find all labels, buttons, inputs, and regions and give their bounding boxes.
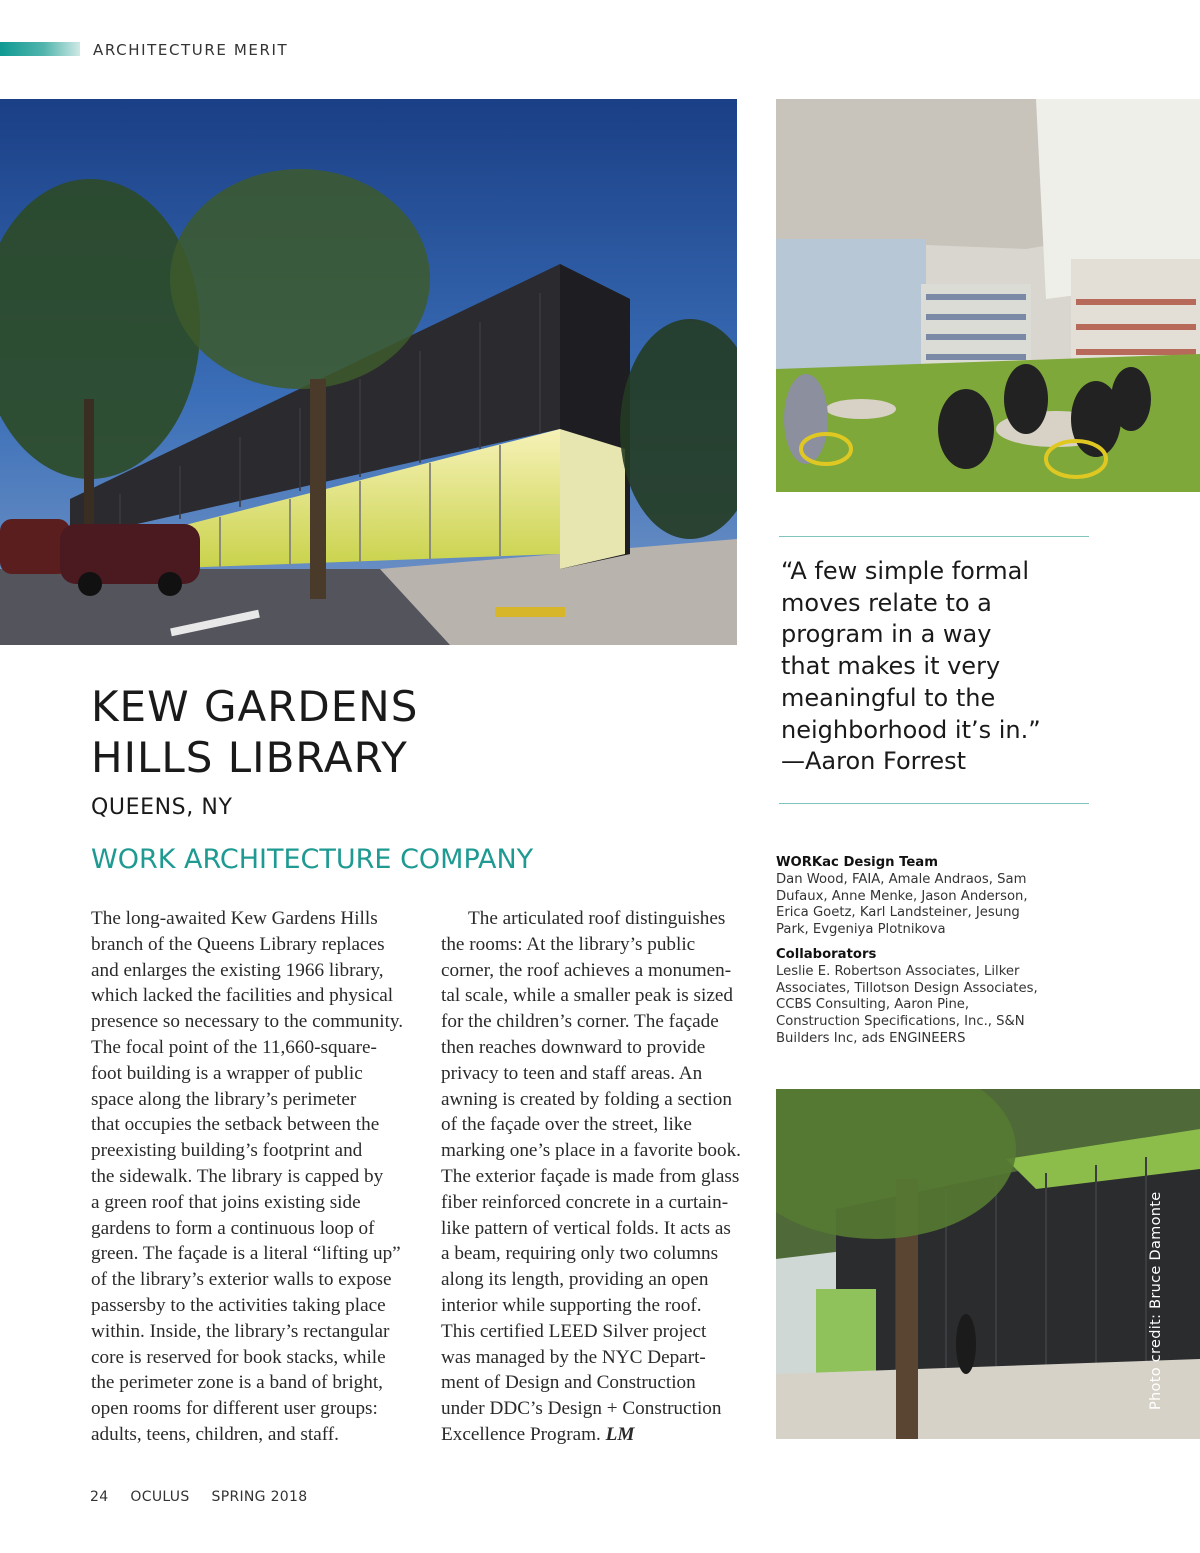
page-title	[91, 681, 418, 783]
body-line: like pattern of vertical folds. It acts as	[441, 1217, 731, 1239]
quote-line: neighborhood it’s in.”	[781, 715, 1041, 744]
body-line: awning is created by folding a section	[441, 1088, 732, 1110]
quote-line: that makes it very	[781, 652, 1001, 681]
title-line: KEW GARDENS	[91, 682, 419, 731]
body-line: The articulated roof distinguishes	[468, 908, 726, 929]
body-line: preexisting building’s footprint and	[91, 1140, 363, 1162]
credit-line: CCBS Consulting, Aaron Pine,	[776, 997, 970, 1013]
body-line: interior while supporting the roof.	[441, 1294, 702, 1316]
body-line: tal scale, while a smaller peak is sized	[441, 985, 733, 1007]
body-line: passersby to the activities taking place	[91, 1294, 386, 1316]
library-exterior-night-photo	[0, 99, 737, 645]
title-line: HILLS LIBRARY	[91, 733, 408, 782]
body-line: corner, the roof achieves a monumen-	[441, 959, 732, 981]
collaborators-block	[776, 947, 1066, 1048]
quote-divider-top	[779, 536, 1089, 537]
body-line: then reaches downward to provide	[441, 1036, 706, 1058]
body-column-2	[441, 906, 741, 1448]
body-line: foot building is a wrapper of public	[91, 1062, 363, 1084]
body-line: adults, teens, children, and staff.	[91, 1423, 339, 1445]
design-team-block	[776, 855, 1066, 939]
issue-date: SPRING 2018	[211, 1489, 308, 1505]
design-team-heading: WORKac Design Team	[776, 855, 938, 870]
author-initials: LM	[605, 1423, 635, 1445]
body-line: This certified LEED Silver project	[441, 1320, 707, 1342]
body-line: space along the library’s perimeter	[91, 1088, 357, 1110]
credit-line: Construction Specifications, Inc., S&N	[776, 1014, 1025, 1030]
page-number: 24	[90, 1489, 109, 1505]
photo-credit: Photo credit: Bruce Damonte	[1148, 1191, 1164, 1410]
body-line: within. Inside, the library’s rectangular	[91, 1320, 390, 1342]
body-column-1	[91, 906, 416, 1448]
body-line: marking one’s place in a favorite book.	[441, 1140, 741, 1162]
page-footer	[90, 1489, 329, 1505]
header-accent-bar	[0, 42, 80, 56]
body-line: and enlarges the existing 1966 library,	[91, 959, 384, 981]
section-label: ARCHITECTURE MERIT	[93, 41, 289, 59]
body-line: a green roof that joins existing side	[91, 1191, 361, 1213]
body-line: that occupies the setback between the	[91, 1114, 380, 1136]
quote-line: meaningful to the	[781, 683, 996, 712]
library-exterior-day-photo	[776, 1089, 1200, 1439]
publication-name: OCULUS	[130, 1489, 190, 1505]
body-line: privacy to teen and staff areas. An	[441, 1062, 703, 1084]
library-interior-photo	[776, 99, 1200, 492]
quote-divider-bottom	[779, 803, 1089, 804]
body-line: core is reserved for book stacks, while	[91, 1346, 386, 1368]
body-line: ment of Design and Construction	[441, 1372, 696, 1394]
body-line: the perimeter zone is a band of bright,	[91, 1372, 383, 1394]
collaborators-heading: Collaborators	[776, 946, 877, 962]
credit-line: Leslie E. Robertson Associates, Lilker	[776, 963, 1020, 979]
firm-name: WORK ARCHITECTURE COMPANY	[91, 844, 534, 875]
body-line: a beam, requiring only two columns	[441, 1243, 719, 1265]
quote-line: “A few simple formal	[781, 557, 1030, 585]
body-line: the rooms: At the library’s public	[441, 933, 696, 955]
credit-line: Builders Inc, ads ENGINEERS	[776, 1030, 966, 1046]
body-line: of the library’s exterior walls to expose	[91, 1269, 392, 1291]
body-line: for the children’s corner. The façade	[441, 1011, 719, 1033]
body-line: open rooms for different user groups:	[91, 1398, 378, 1420]
credit-line: Dan Wood, FAIA, Amale Andraos, Sam	[776, 871, 1027, 887]
body-line: The long-awaited Kew Gardens Hills	[91, 908, 378, 929]
body-line: The focal point of the 11,660-square-	[91, 1036, 377, 1058]
body-line: of the façade over the street, like	[441, 1114, 692, 1136]
body-line: gardens to form a continuous loop of	[91, 1217, 375, 1239]
body-line: along its length, providing an open	[441, 1269, 709, 1291]
body-line: green. The façade is a literal “lifting up”	[91, 1243, 401, 1265]
body-line: branch of the Queens Library replaces	[91, 933, 385, 955]
body-line: The exterior façade is made from glass	[441, 1165, 740, 1187]
credit-line: Erica Goetz, Karl Landsteiner, Jesung	[776, 905, 1020, 921]
body-line-text: Excellence Program.	[441, 1423, 601, 1445]
quote-attribution: —Aaron Forrest	[781, 747, 967, 776]
body-line: which lacked the facilities and physical	[91, 985, 394, 1007]
quote-line: moves relate to a	[781, 588, 992, 617]
credit-line: Associates, Tillotson Design Associates,	[776, 980, 1038, 996]
body-line: was managed by the NYC Depart-	[441, 1346, 706, 1368]
body-line: the sidewalk. The library is capped by	[91, 1165, 384, 1187]
credits-panel	[776, 855, 1066, 1056]
body-line: presence so necessary to the community.	[91, 1011, 404, 1033]
body-line-final	[441, 1422, 741, 1448]
location-label: QUEENS, NY	[91, 795, 233, 820]
body-line: fiber reinforced concrete in a curtain-	[441, 1191, 729, 1213]
credit-line: Park, Evgeniya Plotnikova	[776, 922, 946, 938]
credit-line: Dufaux, Anne Menke, Jason Anderson,	[776, 888, 1028, 904]
pull-quote	[781, 556, 1101, 778]
body-line: under DDC’s Design + Construction	[441, 1398, 722, 1420]
quote-line: program in a way	[781, 620, 992, 649]
